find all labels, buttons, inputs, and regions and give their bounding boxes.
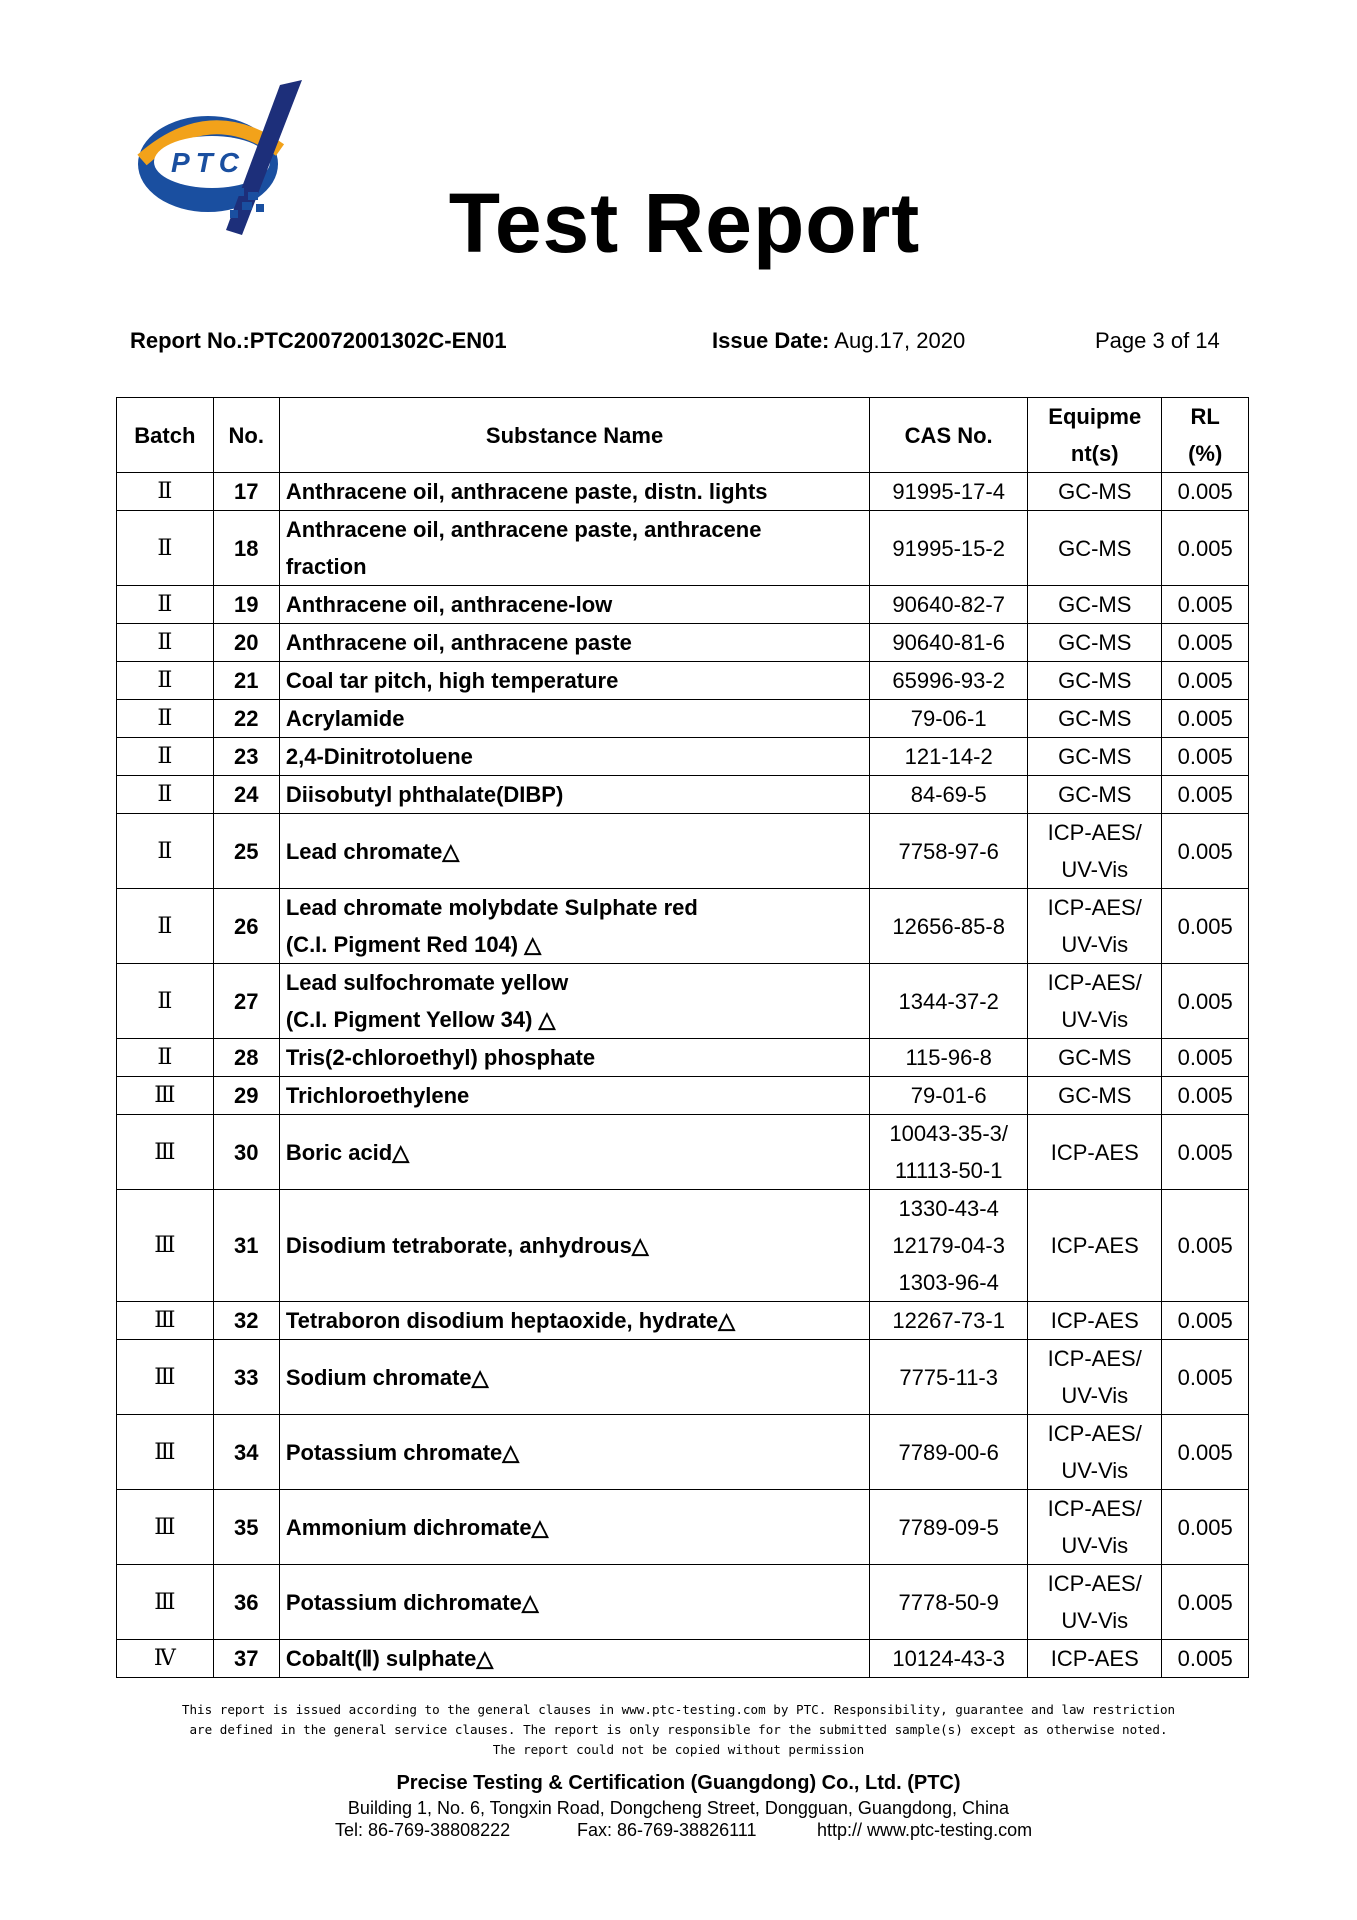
cell-no: 17 (213, 473, 279, 511)
cell-no: 36 (213, 1565, 279, 1640)
cell-no: 35 (213, 1490, 279, 1565)
col-equipment-line2: nt(s) (1070, 441, 1119, 466)
cell-equipment (1028, 1190, 1162, 1302)
cell-cas-no (870, 1640, 1028, 1678)
table-header-row (117, 398, 1249, 473)
cell-no: 23 (213, 738, 279, 776)
cell-cas-no-line: 1344-37-2 (898, 988, 999, 1014)
cell-equipment (1028, 1640, 1162, 1678)
table-row (117, 1077, 1249, 1115)
cell-equipment (1028, 776, 1162, 814)
cell-batch: Ⅱ (117, 511, 214, 586)
col-no: No. (213, 398, 279, 473)
table-row (117, 586, 1249, 624)
cell-cas-no-line: 7789-00-6 (898, 1439, 999, 1465)
cell-substance-name-line: Cobalt(Ⅱ) sulphate△ (285, 1646, 494, 1671)
table-row (117, 738, 1249, 776)
table-row (117, 511, 1249, 586)
cell-equipment (1028, 624, 1162, 662)
cell-rl: 0.005 (1162, 1415, 1249, 1490)
cell-batch: Ⅱ (117, 776, 214, 814)
disclaimer-line-3: The report could not be copied without permission (492, 1742, 865, 1757)
cell-cas-no-line: 12267-73-1 (892, 1308, 1005, 1333)
cell-cas-no-line: 79-06-1 (910, 706, 987, 731)
cell-no: 33 (213, 1340, 279, 1415)
issue-date (712, 328, 965, 354)
cell-rl: 0.005 (1162, 700, 1249, 738)
table-row (117, 964, 1249, 1039)
cell-equipment (1028, 586, 1162, 624)
cell-substance-name (279, 889, 869, 964)
cell-substance-name (279, 738, 869, 776)
disclaimer (0, 1700, 1357, 1760)
cell-rl: 0.005 (1162, 1565, 1249, 1640)
cell-substance-name-line: Trichloroethylene (285, 1083, 470, 1108)
table-row (117, 1115, 1249, 1190)
report-number-value: PTC20072001302C-EN01 (249, 328, 507, 353)
cell-no: 30 (213, 1115, 279, 1190)
cell-substance-name-line: Disodium tetraborate, anhydrous△ (285, 1233, 649, 1258)
cell-rl: 0.005 (1162, 814, 1249, 889)
cell-cas-no-line: 90640-81-6 (892, 630, 1005, 655)
cell-equipment-line: GC-MS (1058, 1045, 1132, 1070)
table-row (117, 1302, 1249, 1340)
cell-equipment (1028, 511, 1162, 586)
cell-equipment (1028, 1039, 1162, 1077)
cell-substance-name (279, 814, 869, 889)
cell-cas-no-line: 84-69-5 (910, 782, 987, 807)
cell-rl: 0.005 (1162, 776, 1249, 814)
cell-substance-name-line: Anthracene oil, anthracene paste (285, 630, 632, 655)
cell-equipment-line: UV-Vis (1061, 1007, 1129, 1032)
cell-no: 37 (213, 1640, 279, 1678)
cell-equipment (1028, 1115, 1162, 1190)
cell-substance-name (279, 1340, 869, 1415)
cell-cas-no-line: 1303-96-4 (898, 1270, 999, 1295)
cell-cas-no (870, 473, 1028, 511)
cell-substance-name (279, 964, 869, 1039)
cell-batch: Ⅱ (117, 738, 214, 776)
cell-batch: Ⅳ (117, 1640, 214, 1678)
cell-cas-no-line: 10124-43-3 (892, 1646, 1005, 1671)
col-equipment (1028, 398, 1162, 473)
table-row (117, 1039, 1249, 1077)
cell-cas-no (870, 1415, 1028, 1490)
substance-table (116, 397, 1249, 1678)
cell-cas-no (870, 1115, 1028, 1190)
cell-equipment (1028, 1415, 1162, 1490)
cell-cas-no (870, 511, 1028, 586)
cell-no: 24 (213, 776, 279, 814)
cell-no: 22 (213, 700, 279, 738)
cell-rl: 0.005 (1162, 473, 1249, 511)
table-row (117, 700, 1249, 738)
cell-substance-name-line: Lead sulfochromate yellow (285, 970, 569, 995)
cell-equipment-line: ICP-AES (1050, 1139, 1139, 1165)
cell-substance-name (279, 776, 869, 814)
cell-substance-name-line: Sodium chromate△ (285, 1364, 489, 1390)
cell-equipment (1028, 889, 1162, 964)
cell-substance-name (279, 586, 869, 624)
cell-rl: 0.005 (1162, 1039, 1249, 1077)
cell-cas-no (870, 624, 1028, 662)
cell-cas-no-line: 12179-04-3 (892, 1233, 1005, 1258)
cell-equipment-line: UV-Vis (1061, 1608, 1129, 1633)
cell-cas-no (870, 964, 1028, 1039)
cell-cas-no-line: 1330-43-4 (898, 1196, 999, 1221)
cell-substance-name (279, 1077, 869, 1115)
cell-substance-name-line: 2,4-Dinitrotoluene (285, 744, 473, 769)
cell-no: 18 (213, 511, 279, 586)
cell-batch: Ⅲ (117, 1490, 214, 1565)
cell-substance-name (279, 700, 869, 738)
report-number (130, 328, 507, 354)
cell-cas-no-line: 7775-11-3 (899, 1364, 998, 1390)
cell-equipment-line: UV-Vis (1061, 932, 1129, 957)
table-row (117, 1415, 1249, 1490)
cell-substance-name-line: fraction (285, 554, 367, 579)
cell-rl: 0.005 (1162, 738, 1249, 776)
cell-cas-no (870, 1565, 1028, 1640)
cell-equipment-line: ICP-AES/ (1047, 1571, 1142, 1596)
cell-substance-name-line: Coal tar pitch, high temperature (285, 668, 619, 693)
cell-cas-no (870, 814, 1028, 889)
cell-cas-no-line: 7778-50-9 (898, 1589, 999, 1615)
cell-substance-name-line: (C.I. Pigment Yellow 34) △ (285, 1007, 556, 1032)
cell-substance-name-line: (C.I. Pigment Red 104) △ (285, 932, 542, 957)
company-name: Precise Testing & Certification (Guangdong) Co., Ltd. (PTC) (396, 1772, 961, 1794)
cell-batch: Ⅲ (117, 1340, 214, 1415)
cell-cas-no (870, 1340, 1028, 1415)
cell-rl: 0.005 (1162, 964, 1249, 1039)
cell-no: 28 (213, 1039, 279, 1077)
cell-equipment-line: GC-MS (1058, 744, 1132, 769)
cell-substance-name-line: Potassium chromate△ (285, 1439, 520, 1465)
cell-equipment (1028, 738, 1162, 776)
cell-cas-no (870, 586, 1028, 624)
cell-equipment-line: GC-MS (1058, 535, 1132, 561)
table-row (117, 662, 1249, 700)
col-rl-line2: (%) (1188, 441, 1223, 466)
cell-substance-name-line: Diisobutyl phthalate(DIBP) (285, 782, 564, 807)
cell-batch: Ⅱ (117, 662, 214, 700)
cell-cas-no (870, 1190, 1028, 1302)
cell-substance-name-line: Anthracene oil, anthracene paste, distn. lights (285, 479, 768, 504)
col-equipment-line1: Equipme (1048, 404, 1142, 429)
cell-cas-no-line: 11113-50-1 (894, 1158, 1003, 1183)
table-row (117, 473, 1249, 511)
cell-equipment-line: ICP-AES/ (1047, 970, 1142, 995)
cell-equipment-line: UV-Vis (1061, 857, 1129, 882)
disclaimer-line-2: are defined in the general service clauses. The report is only responsible for the submitted sample(s) except as otherwise noted. (189, 1722, 1168, 1737)
table-row (117, 1640, 1249, 1678)
cell-substance-name-line: Acrylamide (285, 706, 405, 731)
cell-equipment-line: ICP-AES/ (1047, 1346, 1142, 1371)
cell-substance-name (279, 1115, 869, 1190)
cell-equipment-line: GC-MS (1058, 782, 1132, 807)
cell-batch: Ⅱ (117, 700, 214, 738)
cell-equipment-line: ICP-AES/ (1047, 1496, 1142, 1521)
cell-cas-no (870, 700, 1028, 738)
cell-rl: 0.005 (1162, 1640, 1249, 1678)
cell-equipment-line: GC-MS (1058, 706, 1132, 731)
cell-no: 25 (213, 814, 279, 889)
cell-substance-name (279, 662, 869, 700)
cell-equipment-line: ICP-AES/ (1047, 1421, 1142, 1446)
cell-cas-no (870, 889, 1028, 964)
cell-substance-name (279, 1640, 869, 1678)
cell-batch: Ⅲ (117, 1302, 214, 1340)
cell-equipment-line: GC-MS (1058, 1083, 1132, 1108)
cell-cas-no (870, 1077, 1028, 1115)
cell-cas-no-line: 121-14-2 (904, 744, 993, 769)
cell-equipment-line: UV-Vis (1061, 1533, 1129, 1558)
cell-equipment (1028, 1490, 1162, 1565)
cell-equipment-line: ICP-AES/ (1047, 820, 1142, 845)
cell-no: 21 (213, 662, 279, 700)
cell-batch: Ⅱ (117, 814, 214, 889)
cell-cas-no-line: 91995-17-4 (892, 479, 1005, 504)
issue-date-value: Aug.17, 2020 (834, 328, 966, 353)
cell-substance-name (279, 1302, 869, 1340)
cell-no: 19 (213, 586, 279, 624)
cell-rl: 0.005 (1162, 1190, 1249, 1302)
cell-equipment-line: ICP-AES (1050, 1233, 1139, 1258)
table-row (117, 624, 1249, 662)
report-number-label: Report No.: (130, 328, 250, 353)
col-batch: Batch (117, 398, 214, 473)
cell-cas-no (870, 1490, 1028, 1565)
cell-equipment (1028, 1077, 1162, 1115)
cell-cas-no-line: 10043-35-3/ (889, 1121, 1008, 1146)
cell-equipment-line: GC-MS (1058, 592, 1132, 617)
cell-batch: Ⅲ (117, 1115, 214, 1190)
col-rl (1162, 398, 1249, 473)
disclaimer-line-1: This report is issued according to the general clauses in www.ptc-testing.com by PTC. Responsibility, guarantee and law restriction (181, 1702, 1176, 1717)
company-address: Building 1, No. 6, Tongxin Road, Dongcheng Street, Dongguan, Guangdong, China (347, 1798, 1010, 1818)
cell-batch: Ⅲ (117, 1565, 214, 1640)
cell-equipment-line: ICP-AES (1050, 1308, 1139, 1333)
cell-rl: 0.005 (1162, 1340, 1249, 1415)
cell-substance-name (279, 1039, 869, 1077)
cell-substance-name-line: Lead chromate△ (285, 838, 460, 864)
page-number: Page 3 of 14 (1095, 328, 1220, 353)
cell-substance-name-line: Tetraboron disodium heptaoxide, hydrate△ (285, 1308, 736, 1333)
cell-batch: Ⅲ (117, 1415, 214, 1490)
cell-equipment (1028, 1302, 1162, 1340)
cell-cas-no (870, 1039, 1028, 1077)
table-row (117, 776, 1249, 814)
cell-substance-name-line: Tris(2-chloroethyl) phosphate (285, 1045, 596, 1070)
cell-substance-name-line: Lead chromate molybdate Sulphate red (285, 895, 698, 920)
cell-substance-name-line: Anthracene oil, anthracene paste, anthracene (285, 517, 762, 542)
cell-equipment-line: ICP-AES/ (1047, 895, 1142, 920)
cell-rl: 0.005 (1162, 1077, 1249, 1115)
table-body (117, 473, 1249, 1678)
cell-cas-no-line: 79-01-6 (910, 1083, 987, 1108)
cell-rl: 0.005 (1162, 1115, 1249, 1190)
cell-no: 32 (213, 1302, 279, 1340)
cell-cas-no-line: 12656-85-8 (892, 913, 1005, 939)
table-row (117, 1565, 1249, 1640)
col-substance-name: Substance Name (279, 398, 869, 473)
cell-substance-name-line: Ammonium dichromate△ (285, 1514, 549, 1540)
cell-cas-no-line: 115-96-8 (905, 1045, 992, 1070)
cell-equipment-line: GC-MS (1058, 479, 1132, 504)
cell-substance-name (279, 1190, 869, 1302)
cell-rl: 0.005 (1162, 889, 1249, 964)
table-row (117, 1190, 1249, 1302)
cell-no: 26 (213, 889, 279, 964)
cell-no: 34 (213, 1415, 279, 1490)
cell-cas-no (870, 662, 1028, 700)
cell-cas-no (870, 776, 1028, 814)
cell-batch: Ⅱ (117, 889, 214, 964)
issue-date-label: Issue Date: (712, 328, 830, 353)
table-row (117, 889, 1249, 964)
cell-equipment (1028, 964, 1162, 1039)
cell-no: 27 (213, 964, 279, 1039)
logo-text: PTC (171, 147, 245, 178)
cell-equipment (1028, 814, 1162, 889)
company-website[interactable]: http:// www.ptc-testing.com (817, 1820, 1033, 1840)
cell-substance-name (279, 1565, 869, 1640)
cell-batch: Ⅲ (117, 1190, 214, 1302)
cell-equipment (1028, 662, 1162, 700)
cell-equipment-line: GC-MS (1058, 630, 1132, 655)
cell-rl: 0.005 (1162, 624, 1249, 662)
table-row (117, 814, 1249, 889)
cell-substance-name-line: Potassium dichromate△ (285, 1589, 539, 1615)
cell-cas-no-line: 91995-15-2 (892, 535, 1005, 561)
cell-rl: 0.005 (1162, 511, 1249, 586)
cell-no: 31 (213, 1190, 279, 1302)
company-fax: Fax: 86-769-38826111 (577, 1820, 757, 1840)
cell-substance-name (279, 473, 869, 511)
cell-batch: Ⅲ (117, 1077, 214, 1115)
cell-rl: 0.005 (1162, 586, 1249, 624)
cell-batch: Ⅱ (117, 1039, 214, 1077)
cell-batch: Ⅱ (117, 964, 214, 1039)
cell-equipment-line: UV-Vis (1061, 1383, 1129, 1408)
cell-substance-name (279, 1490, 869, 1565)
cell-no: 20 (213, 624, 279, 662)
cell-substance-name-line: Boric acid△ (285, 1139, 410, 1165)
cell-equipment-line: ICP-AES (1050, 1646, 1139, 1671)
cell-batch: Ⅱ (117, 624, 214, 662)
cell-equipment (1028, 1340, 1162, 1415)
cell-substance-name (279, 511, 869, 586)
cell-batch: Ⅱ (117, 586, 214, 624)
cell-batch: Ⅱ (117, 473, 214, 511)
cell-cas-no-line: 65996-93-2 (892, 668, 1005, 693)
cell-rl: 0.005 (1162, 662, 1249, 700)
cell-substance-name-line: Anthracene oil, anthracene-low (285, 592, 613, 617)
cell-rl: 0.005 (1162, 1302, 1249, 1340)
cell-equipment-line: UV-Vis (1061, 1458, 1129, 1483)
cell-equipment (1028, 1565, 1162, 1640)
cell-no: 29 (213, 1077, 279, 1115)
company-tel: Tel: 86-769-38808222 (335, 1820, 511, 1840)
col-cas-no: CAS No. (870, 398, 1028, 473)
cell-cas-no-line: 90640-82-7 (892, 592, 1005, 617)
cell-cas-no-line: 7789-09-5 (898, 1514, 999, 1540)
table-row (117, 1490, 1249, 1565)
cell-rl: 0.005 (1162, 1490, 1249, 1565)
cell-cas-no-line: 7758-97-6 (898, 838, 999, 864)
col-rl-line1: RL (1190, 404, 1220, 429)
table-row (117, 1340, 1249, 1415)
cell-substance-name (279, 1415, 869, 1490)
cell-cas-no (870, 1302, 1028, 1340)
page-title: Test Report (448, 176, 921, 270)
cell-cas-no (870, 738, 1028, 776)
cell-equipment (1028, 700, 1162, 738)
cell-substance-name (279, 624, 869, 662)
cell-equipment-line: GC-MS (1058, 668, 1132, 693)
cell-equipment (1028, 473, 1162, 511)
